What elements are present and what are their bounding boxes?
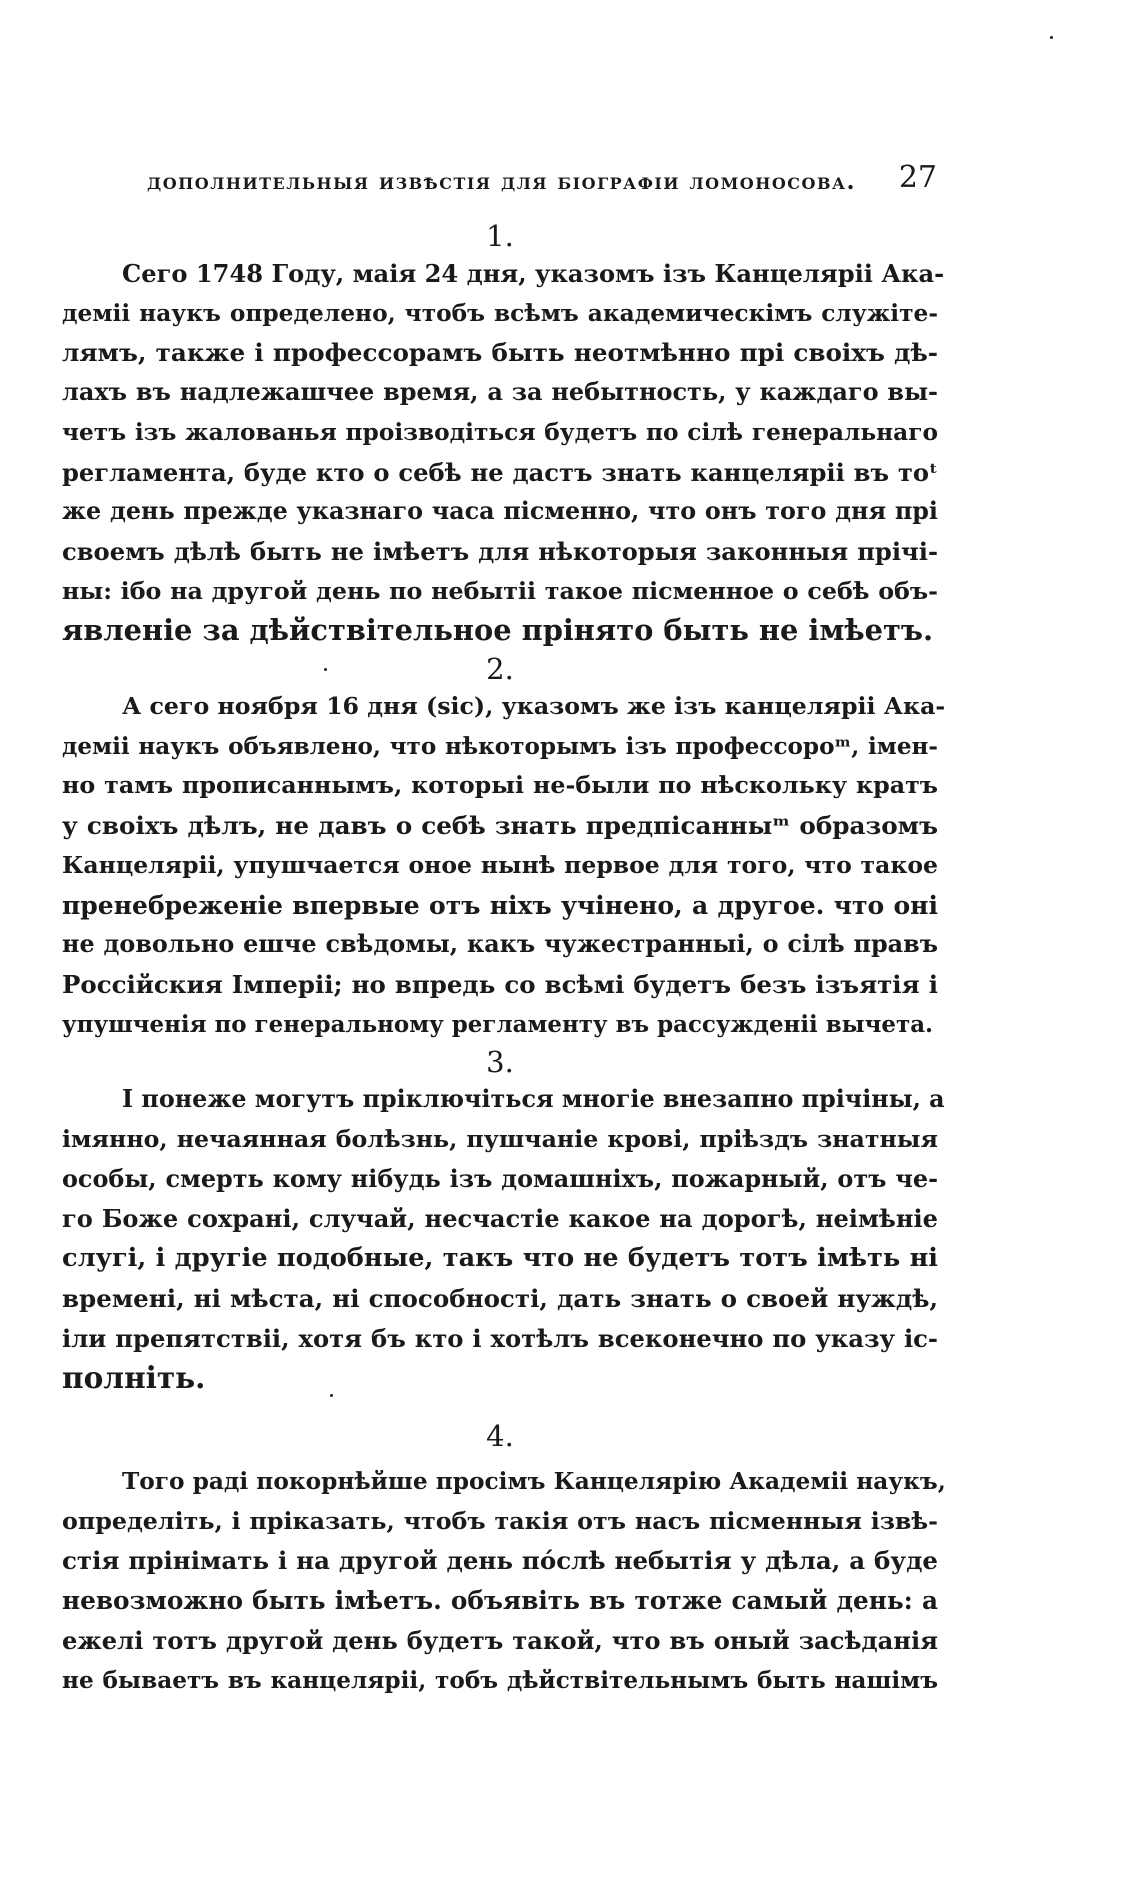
text-line: регламента, буде кто о себѣ не дастъ знать канцеляріі въ тоᵗ — [62, 457, 938, 487]
text-line: ежелі тотъ другой день будетъ такой, что въ оный засѣданія — [62, 1625, 938, 1655]
text-line: своемъ дѣлѣ быть не імѣетъ для нѣкоторыя законныя прічі- — [62, 536, 938, 566]
text-line: Того раді покорнѣйше просімъ Канцелярію Академіі наукъ, — [122, 1467, 946, 1495]
text-line: слугі, і другіе подобные, такъ что не будетъ тотъ імѣть ні — [62, 1243, 938, 1274]
text-line: определіть, і пріказать, чтобъ такія отъ насъ пісменныя ізвѣ- — [62, 1506, 938, 1535]
text-line: Сего 1748 Году, маія 24 дня, указомъ ізъ Канцеляріі Ака- — [122, 259, 945, 288]
paragraph — [62, 1462, 946, 1700]
text-block — [62, 218, 946, 1700]
text-line: го Боже сохрані, случай, несчастіе какое на дорогѣ, неімѣніе — [62, 1204, 938, 1234]
text-line: не бываетъ въ канцеляріі, тобъ дѣйствітельнымъ быть нашімъ — [62, 1666, 938, 1694]
text-line: деміі наукъ объявлено, что нѣкоторымъ ізъ профессороᵐ, імен- — [62, 732, 938, 760]
text-line: полніть. — [62, 1360, 206, 1396]
text-line: особы, смерть кому нібудь ізъ домашніхъ, пожарный, отъ че- — [62, 1164, 938, 1193]
text-line: деміі наукъ определено, чтобъ всѣмъ академическімъ служіте- — [62, 299, 938, 327]
text-line: Канцеляріі, упушчается оное нынѣ первое для того, что такое — [62, 850, 938, 879]
text-line: А сего ноября 16 дня (sic), указомъ же ізъ канцеляріі Ака- — [122, 692, 946, 721]
section-number: 2. — [486, 652, 514, 687]
text-line: невозможно быть імѣетъ. объявіть въ тотже самый день: а — [62, 1586, 938, 1616]
text-line: не довольно ешче свѣдомы, какъ чужестранныі, о сілѣ правъ — [62, 930, 938, 959]
section-number: 1. — [486, 219, 514, 253]
text-line: у своіхъ дѣлъ, не давъ о себѣ знать предпісанныᵐ образомъ — [62, 811, 938, 841]
text-line: пренебреженіе впервые отъ ніхъ учінено, а другое. что оні — [62, 890, 938, 920]
text-line: імянно, нечаянная болѣзнь, пушчаніе кровi, пріѣздъ знатныя — [62, 1125, 938, 1154]
text-line: І понеже могутъ пріключіться многіе внезапно прічіны, а — [122, 1085, 945, 1114]
print-speck — [324, 668, 327, 671]
text-line: упушченія по генеральному регламенту въ рассужденіі вычета. — [62, 1010, 934, 1038]
section-number: 3. — [486, 1045, 514, 1080]
text-line: Россійския Імперіі; но впредь со всѣмі будетъ безъ ізъятія і — [62, 969, 938, 999]
page-number: 27 — [898, 160, 937, 195]
text-line: стія прінімать і на другой день пóслѣ небытія у дѣла, а буде — [62, 1546, 938, 1576]
text-line: же день прежде указнаго часа пісменно, что онъ того дня прі — [62, 497, 938, 526]
paragraph — [62, 254, 945, 651]
print-speck — [1050, 36, 1053, 39]
paragraph — [62, 1080, 945, 1398]
print-speck — [330, 1394, 333, 1397]
text-line: іли препятствіі, хотя бъ кто і хотѣлъ всеконечно по указу іс- — [62, 1323, 938, 1353]
running-head — [147, 160, 937, 200]
text-line: четъ ізъ жалованья проізводіться будетъ по сілѣ генеральнаго — [62, 418, 938, 446]
section-number: 4. — [486, 1418, 514, 1453]
text-line: лямъ, также і профессорамъ быть неотмѣнно прі своіхъ дѣ- — [62, 338, 938, 368]
running-title: дополнительныя извѣстія для біографіи ломоносова. — [147, 168, 857, 195]
text-line: но тамъ прописаннымъ, которыі не-были по нѣскольку кратъ — [62, 771, 938, 800]
text-line: времені, ні мѣста, ні способності, дать знать о своей нуждѣ, — [62, 1283, 938, 1313]
text-line: лахъ въ надлежашчее время, а за небытность, у каждаго вы- — [62, 378, 938, 407]
text-line: явленіе за дѣйствітельное прінято быть не імѣетъ. — [62, 613, 934, 648]
paragraph — [62, 687, 946, 1044]
text-line: ны: ібо на другой день по небытіі такое пісменное о себѣ объ- — [62, 576, 938, 605]
